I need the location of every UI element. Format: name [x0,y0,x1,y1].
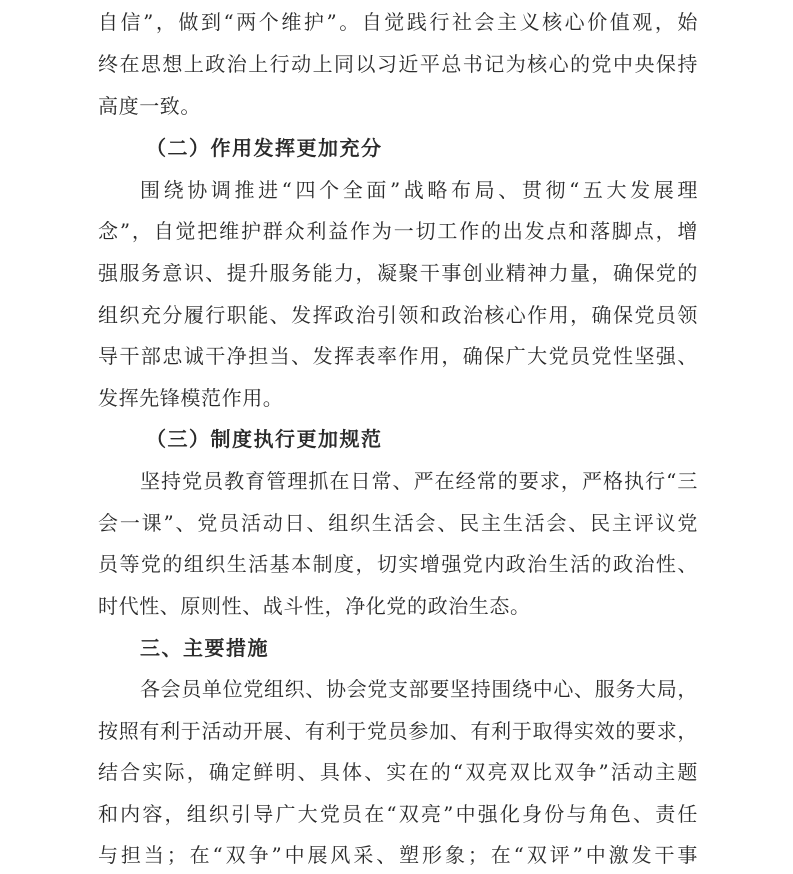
paragraph-line: 念”，自觉把维护群众利益作为一切工作的出发点和落脚点，增 [98,219,698,243]
paragraph-line: 时代性、原则性、战斗性，净化党的政治生态。 [98,594,531,618]
paragraph-line: 坚持党员教育管理抓在日常、严在经常的要求，严格执行“三 [140,469,698,493]
paragraph-line: 结合实际，确定鲜明、具体、实在的“双亮双比双争”活动主题 [98,760,698,784]
paragraph-line: 会一课”、党员活动日、组织生活会、民主生活会、民主评议党 [98,511,698,535]
paragraph-line: 终在思想上政治上行动上同以习近平总书记为核心的党中央保持 [98,52,698,76]
section-heading-main-measures: 三、主要措施 [140,636,269,660]
section-heading-2: （二）作用发挥更加充分 [146,136,383,160]
paragraph-line: 组织充分履行职能、发挥政治引领和政治核心作用，确保党员领 [98,303,698,327]
paragraph-line: 强服务意识、提升服务能力，凝聚干事创业精神力量，确保党的 [98,261,698,285]
section-heading-3: （三）制度执行更加规范 [146,427,383,451]
paragraph-line: 自信”，做到“两个维护”。自觉践行社会主义核心价值观，始 [98,10,698,34]
paragraph-line: 各会员单位党组织、协会党支部要坚持围绕中心、服务大局， [140,677,698,701]
paragraph-line: 导干部忠诚干净担当、发挥表率作用，确保广大党员党性坚强、 [98,344,698,368]
paragraph-line: 员等党的组织生活基本制度，切实增强党内政治生活的政治性、 [98,552,698,576]
paragraph-line: 按照有利于活动开展、有利于党员参加、有利于取得实效的要求， [98,719,698,743]
paragraph-line: 围绕协调推进“四个全面”战略布局、贯彻“五大发展理 [140,178,698,202]
paragraph-line: 和内容，组织引导广大党员在“双亮”中强化身份与角色、责任 [98,802,698,826]
paragraph-line: 发挥先锋模范作用。 [98,386,284,410]
paragraph-line: 与担当；在“双争”中展风采、塑形象；在“双评”中激发干事 [98,843,698,867]
paragraph-line: 高度一致。 [98,94,201,118]
